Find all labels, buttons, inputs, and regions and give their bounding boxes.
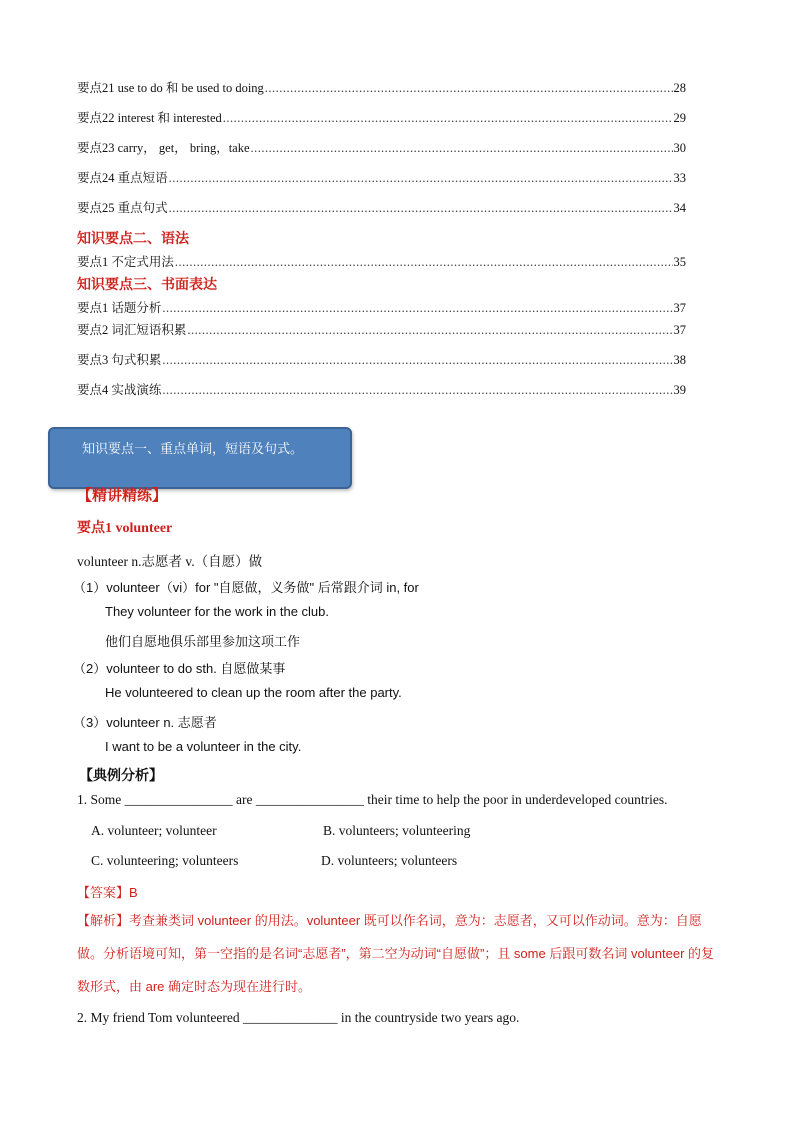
toc-item[interactable]: 要点2 词汇短语积累 ..... 37 — [77, 318, 686, 348]
usage-example: I want to be a volunteer in the city. — [105, 739, 302, 754]
toc-item[interactable]: 要点25 重点句式 ..... 34 — [77, 196, 686, 226]
example-label: 【典例分析】 — [79, 769, 163, 784]
toc-item[interactable]: 要点24 重点短语 ..... 33 — [77, 166, 686, 196]
toc-section-heading: 知识要点三、书面表达 — [77, 277, 217, 293]
usage-label: （1）volunteer（vi）for "自愿做，义务做" 后常跟介词 in, for — [73, 580, 419, 595]
question-2-stem: 2. My friend Tom volunteered ______________ in the countryside two years ago. — [77, 1010, 520, 1025]
usage-label: （2）volunteer to do sth. 自愿做某事 — [73, 661, 286, 676]
table-of-contents — [77, 76, 686, 408]
usage-label: （3）volunteer n. 志愿者 — [73, 715, 217, 730]
definition: volunteer n.志愿者 v.（自愿）做 — [77, 554, 263, 569]
toc-item[interactable]: 要点1 话题分析 ..... 37 — [77, 296, 686, 318]
usage-example: He volunteered to clean up the room after the party. — [105, 685, 402, 700]
option-c: C. volunteering; volunteers — [91, 853, 239, 868]
option-a: A. volunteer; volunteer — [91, 823, 217, 838]
analysis: 【解析】考查兼类词 volunteer 的用法。volunteer 既可以作名词，意为：志愿者，又可以作动词。意为：自愿做。分析语境可知，第一空指的是名词“志愿者”，第二空为动词“自愿做”；且 some 后跟可数名词 volunteer 的复数形式，由 are 确定时态为现在进行时。 — [77, 913, 715, 994]
banner-text: 知识要点一、重点单词，短语及句式。 — [82, 442, 304, 457]
toc-item[interactable]: 要点3 句式积累 ..... 38 — [77, 348, 686, 378]
usage-translation: 他们自愿地俱乐部里参加这项工作 — [105, 634, 301, 649]
section-label: 【精讲精练】 — [77, 486, 168, 504]
option-d: D. volunteers; volunteers — [321, 853, 458, 868]
toc-item[interactable]: 要点23 carry， get， bring，take ..... 30 — [77, 136, 686, 166]
toc-section-heading: 知识要点二、语法 — [77, 231, 189, 247]
toc-item[interactable]: 要点22 interest 和 interested ..... 29 — [77, 106, 686, 136]
point-title: 要点1 volunteer — [77, 521, 173, 536]
usage-example: They volunteer for the work in the club. — [105, 604, 330, 619]
answer: 【答案】B — [77, 885, 138, 900]
toc-item[interactable]: 要点21 use to do 和 be used to doing ..... 28 — [77, 76, 686, 106]
toc-item[interactable]: 要点1 不定式用法 ..... 35 — [77, 250, 686, 272]
option-b: B. volunteers; volunteering — [323, 823, 471, 838]
section-banner — [48, 427, 352, 489]
toc-item[interactable]: 要点4 实战演练 ..... 39 — [77, 378, 686, 408]
question-1-stem: 1. Some ________________ are ________________ their time to help the poor in underdeveloped countries. — [77, 792, 668, 807]
